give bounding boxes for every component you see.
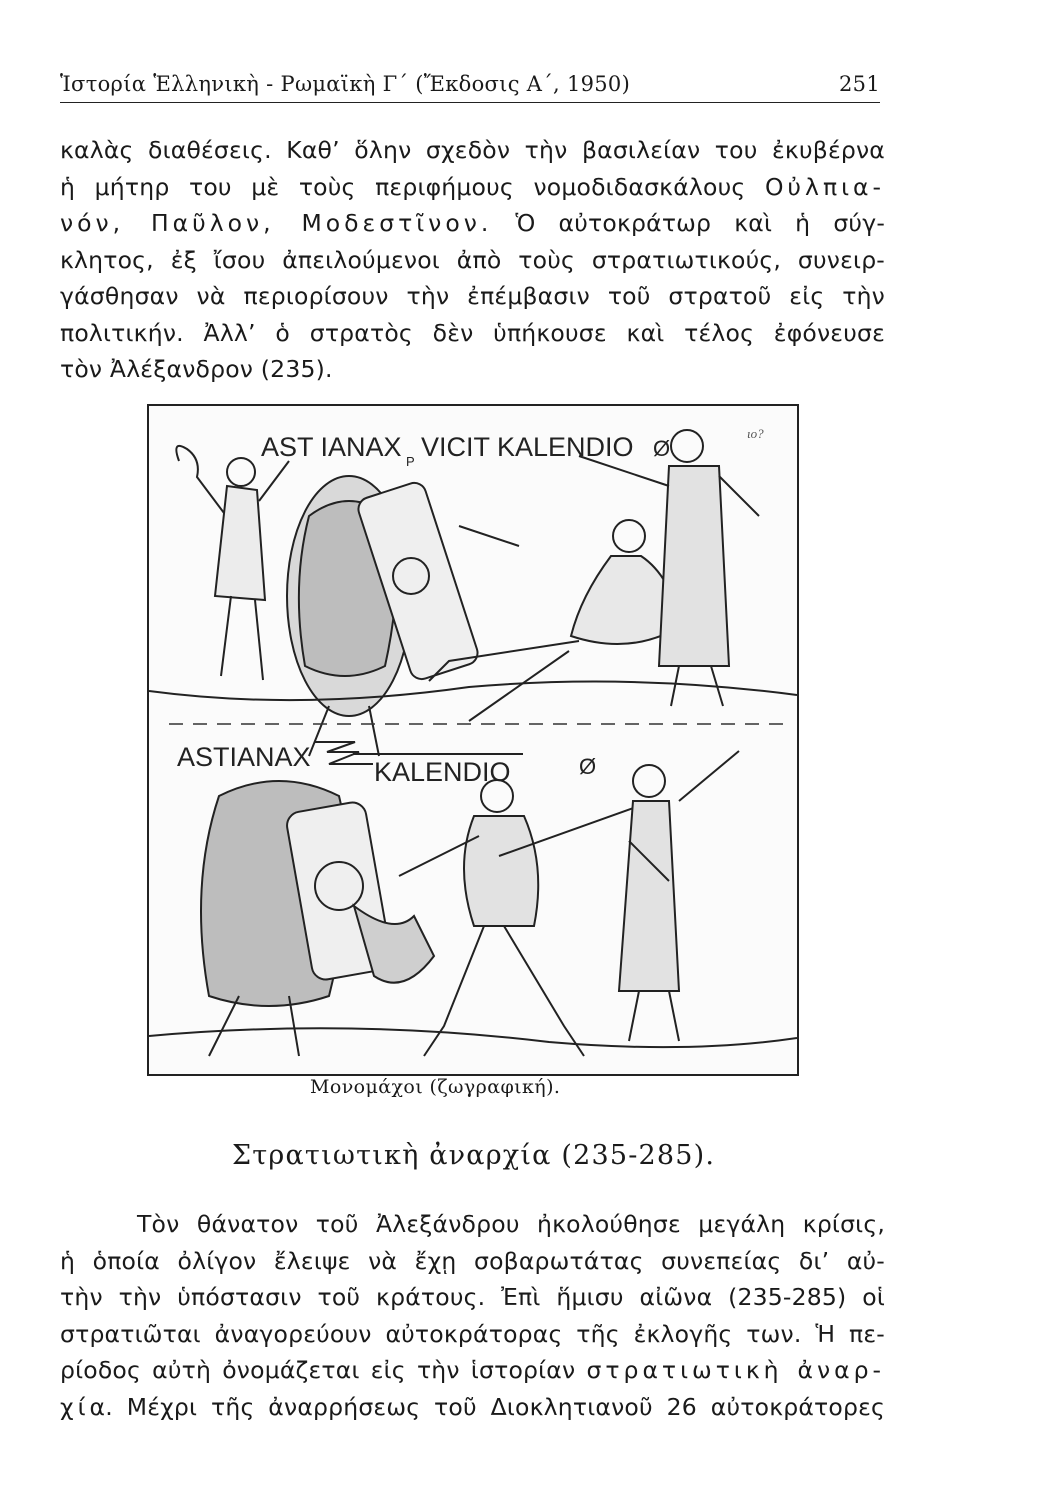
- text-line: [60, 1352, 885, 1389]
- text-line: τὴν τὴν ὑπόστασιν τοῦ κράτους. Ἐπὶ ἥμισυ αἰῶνα (235-285) οἱ: [60, 1283, 885, 1311]
- text-line: τὸν Ἀλέξανδρον (235).: [60, 355, 333, 383]
- term-anarchy-tail: χί: [60, 1392, 90, 1421]
- paragraph-2: [60, 1206, 885, 1425]
- text-line: κλητος, ἐξ ἴσου ἀπειλούμενοι ἀπὸ τοὺς στρατιωτικούς, συνειρ-: [60, 245, 885, 274]
- text-segment: ρίοδος αὐτὴ ὀνομάζεται εἰς τὴν ἱστορίαν: [60, 1356, 576, 1384]
- upper-scene: [149, 430, 797, 756]
- term-military-anarchy: στρατιωτικὴ ἀναρ-: [586, 1356, 886, 1384]
- inscription-bottom-left: ASTIANAX: [177, 742, 311, 772]
- text-segment: Ὁ αὐτοκράτωρ καὶ ἡ σύγ-: [515, 209, 886, 237]
- running-head: [60, 72, 880, 96]
- page-number: 251: [839, 72, 880, 96]
- text-line: Τὸν θάνατον τοῦ Ἀλεξάνδρου ἠκολούθησε μεγάλη κρίσις,: [137, 1210, 885, 1238]
- name-ulpianus: Οὐλπια-: [764, 172, 886, 201]
- header-rule: [60, 102, 880, 103]
- text-segment: ἡ μήτηρ του μὲ τοὺς περιφήμους νομοδιδασκάλους: [60, 172, 746, 201]
- text-line: [60, 169, 885, 206]
- running-head-title: Ἱστορία Ἑλληνικὴ - Ρωμαϊκὴ Γ΄ (Ἔκδοσις Α΄, 1950): [60, 72, 631, 96]
- text-line: [60, 1389, 885, 1426]
- names-paulus-modestinus: νόν, Παῦλον, Μοδεστῖνον.: [60, 209, 493, 237]
- text-line: [60, 205, 885, 242]
- text-line: ἡ ὁποία ὀλίγον ἔλειψε νὰ ἔχῃ σοβαρωτάτας συνεπείας δι’ αὐ-: [60, 1246, 885, 1275]
- corner-mark: ιο?: [747, 426, 764, 441]
- figure-caption: Μονομάχοι (ζωγραφική).: [310, 1076, 561, 1098]
- text-line: καλὰς διαθέσεις. Καθ’ ὅλην σχεδὸν τὴν βασιλείαν του ἐκυβέρνα: [60, 136, 885, 164]
- text-line: πολιτικήν. Ἀλλ’ ὁ στρατὸς δὲν ὑπήκουσε καὶ τέλος ἐφόνευσε: [60, 318, 885, 347]
- inscription-bottom-symbol: Ø: [579, 754, 597, 779]
- text-segment: α. Μέχρι τῆς ἀναρρήσεως τοῦ Διοκλητιανοῦ 26 αὐτοκράτορες: [89, 1392, 885, 1421]
- paragraph-1: [60, 132, 885, 388]
- lower-scene: [149, 751, 797, 1056]
- inscription-top-small: P: [406, 454, 415, 469]
- gladiator-mosaic-figure: [147, 404, 799, 1076]
- text-line: γάσθησαν νὰ περιορίσουν τὴν ἐπέμβασιν τοῦ στρατοῦ εἰς τὴν: [60, 282, 885, 310]
- text-line: στρατιῶται ἀναγορεύουν αὐτοκράτορας τῆς ἐκλογῆς των. Ἡ πε-: [60, 1319, 885, 1348]
- section-heading: Στρατιωτικὴ ἀναρχία (235-285).: [232, 1140, 716, 1171]
- inscription-top-right: VICIT KALENDIO: [421, 432, 634, 462]
- mosaic-illustration: [149, 406, 797, 1074]
- inscription-top-left: AST IANAX: [261, 432, 402, 462]
- inscription-bottom-right: KALENDIO: [374, 757, 511, 787]
- inscription-top-symbol: Ø: [653, 436, 671, 461]
